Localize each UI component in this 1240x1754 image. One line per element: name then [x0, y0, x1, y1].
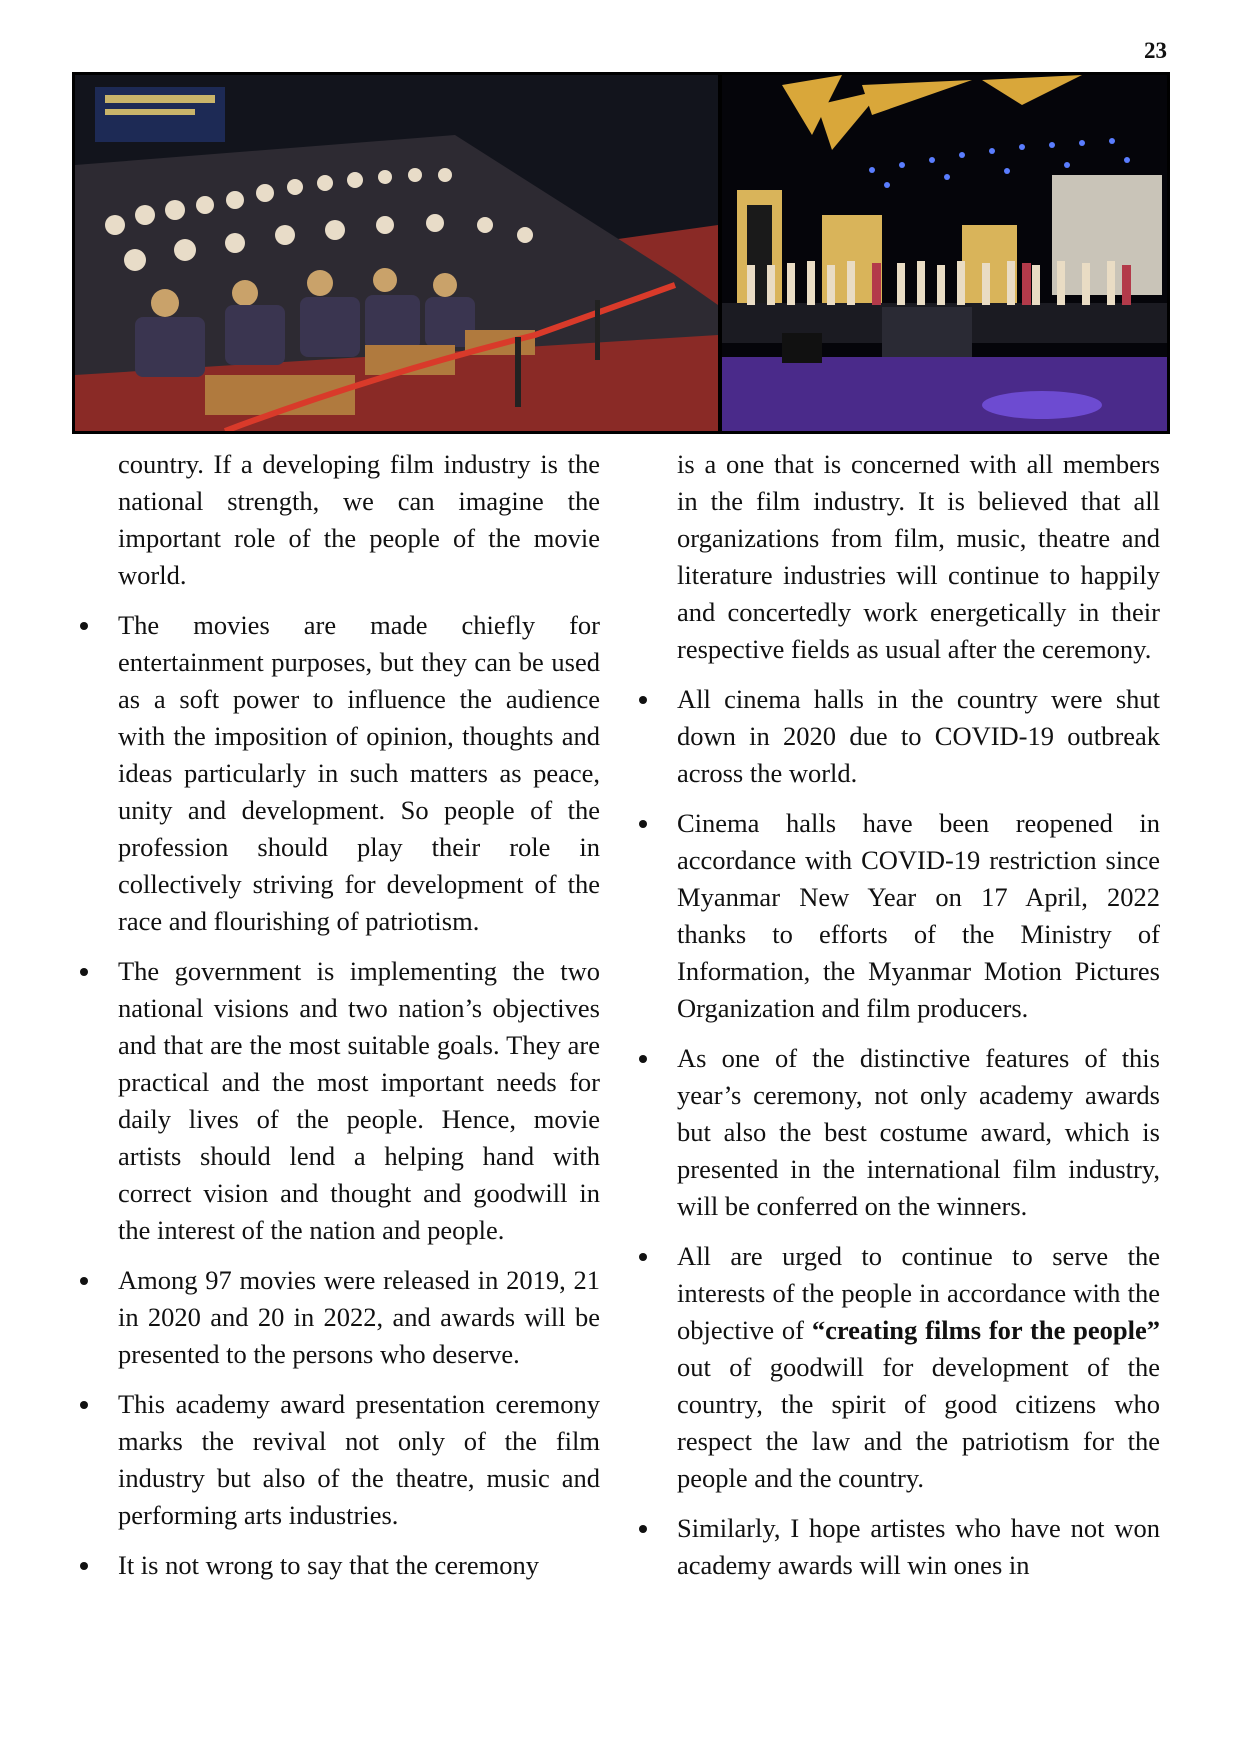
right-bullet-2: [677, 805, 1160, 1027]
bullet-icon: [80, 1401, 88, 1409]
right-bullet-3: [677, 1040, 1160, 1225]
right-column: [677, 446, 1160, 1597]
left-bullet-4: [118, 1386, 600, 1534]
right-bullet-5: [677, 1510, 1160, 1584]
left-bullet-2: [118, 953, 600, 1249]
page-number: 23: [1144, 38, 1167, 63]
bullet-text: All cinema halls in the country were shut down in 2020 due to COVID-19 outbreak across the world.: [677, 684, 1160, 788]
bullet-icon: [80, 968, 88, 976]
bullet-text-before: All are urged to continue to serve the interests of the people in accordance with the objective of: [677, 1241, 1160, 1345]
left-intro-paragraph: country. If a developing film industry is the national strength, we can imagine the important role of the people of the movie world.: [118, 449, 600, 590]
left-bullet-5: [118, 1547, 600, 1584]
bullet-text: The government is implementing the two national visions and two nation’s objectives and that are the most suitable goals. They are practical and the most important needs for daily lives of the people. Hence, movie artists should lend a helping hand with correct vision and thought and goodwill in the interest of the nation and people.: [118, 956, 600, 1245]
bullet-text: This academy award presentation ceremony marks the revival not only of the film industry but also of the theatre, music and performing arts industries.: [118, 1389, 600, 1530]
bullet-text: It is not wrong to say that the ceremony: [118, 1550, 539, 1580]
bullet-text-after: out of goodwill for development of the country, the spirit of good citizens who respect the law and the patriotism for the people and the country.: [677, 1352, 1160, 1493]
bullet-icon: [639, 1253, 647, 1261]
bullet-icon: [639, 820, 647, 828]
bullet-text-emphasis: “creating films for the people”: [811, 1315, 1160, 1345]
photo-strip: [72, 72, 1170, 434]
left-column: [118, 446, 600, 1597]
bullet-icon: [639, 1055, 647, 1063]
bullet-icon: [80, 622, 88, 630]
right-intro-paragraph: is a one that is concerned with all members in the film industry. It is believed that all organizations from film, music, theatre and literature industries will continue to happily and concertedly work energetically in their respective fields as usual after the ceremony.: [677, 449, 1160, 664]
bullet-icon: [639, 1525, 647, 1533]
stage-performance-photo: [722, 75, 1167, 431]
bullet-text: Similarly, I hope artistes who have not won academy awards will win ones in: [677, 1513, 1160, 1580]
bullet-text: Cinema halls have been reopened in accordance with COVID-19 restriction since Myanmar New Year on 17 April, 2022 thanks to efforts of the Ministry of Information, the Myanmar Motion Pictures Organization and film producers.: [677, 808, 1160, 1023]
bullet-text: As one of the distinctive features of this year’s ceremony, not only academy awards but also the best costume award, which is presented in the international film industry, will be conferred on the winners.: [677, 1043, 1160, 1221]
right-bullet-1: [677, 681, 1160, 792]
bullet-icon: [80, 1277, 88, 1285]
bullet-text: The movies are made chiefly for entertainment purposes, but they can be used as a soft power to influence the audience with the imposition of opinion, thoughts and ideas particularly in such matters as peace, unity and development. So people of the profession should play their role in collectively striving for development of the race and flourishing of patriotism.: [118, 610, 600, 936]
bullet-icon: [80, 1562, 88, 1570]
bullet-icon: [639, 696, 647, 704]
audience-photo: [75, 75, 718, 431]
bullet-text: Among 97 movies were released in 2019, 21 in 2020 and 20 in 2022, and awards will be presented to the persons who deserve.: [118, 1265, 600, 1369]
left-bullet-1: [118, 607, 600, 940]
right-bullet-4: [677, 1238, 1160, 1497]
left-bullet-3: [118, 1262, 600, 1373]
